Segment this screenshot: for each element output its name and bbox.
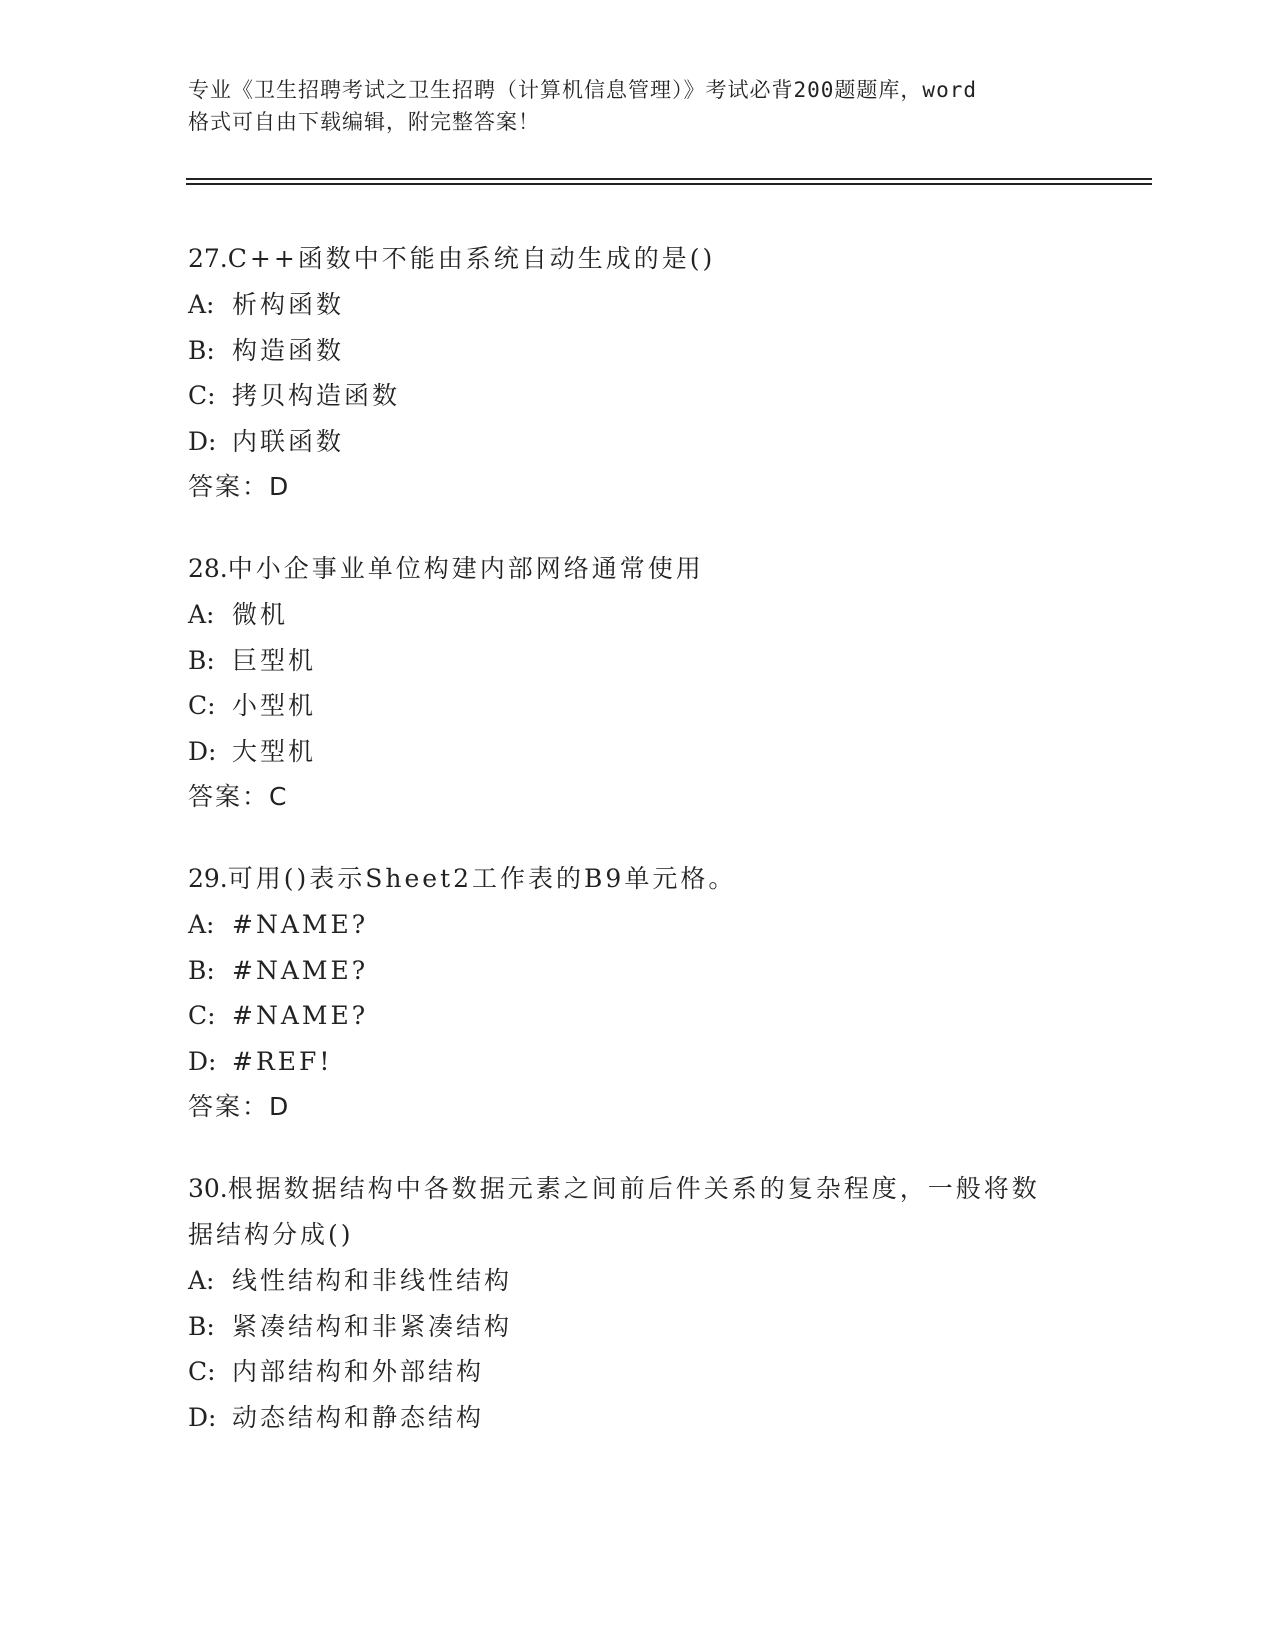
header-rule-top	[186, 178, 1152, 180]
option-text: 拷贝构造函数	[232, 381, 401, 410]
option-label: A:	[188, 910, 215, 939]
option-text: 内部结构和外部结构	[232, 1357, 485, 1386]
option-label: A:	[188, 290, 215, 319]
option-a	[188, 592, 1088, 638]
option-text: 紧凑结构和非紧凑结构	[232, 1311, 513, 1341]
question-stem	[188, 236, 1088, 282]
option-d	[188, 419, 1088, 465]
option-d	[188, 729, 1088, 775]
option-label: B:	[188, 955, 215, 985]
question-stem	[188, 546, 1088, 592]
question-text: 中小企事业单位构建内部网络通常使用	[227, 554, 704, 583]
option-d	[188, 1395, 1088, 1441]
question-28	[188, 546, 1088, 820]
question-stem	[188, 856, 1088, 902]
answer-label: 答案：	[188, 782, 270, 811]
option-label: B:	[188, 1311, 215, 1341]
option-text: #REF!	[232, 1046, 333, 1076]
header-rule-bottom	[186, 183, 1152, 185]
option-b	[188, 1304, 1088, 1350]
option-text: 内联函数	[232, 426, 345, 456]
answer-label: 答案：	[188, 1092, 270, 1121]
option-text: 大型机	[232, 736, 317, 766]
option-label: D:	[188, 736, 217, 766]
answer-label: 答案：	[188, 472, 270, 501]
option-b	[188, 948, 1088, 994]
option-text: 析构函数	[232, 290, 345, 319]
option-text: 巨型机	[232, 645, 317, 675]
option-c	[188, 373, 1088, 419]
question-number: 27.	[188, 244, 228, 273]
option-text: 微机	[232, 600, 289, 629]
answer-line	[188, 464, 1088, 510]
answer-value: C	[269, 782, 287, 811]
option-text: #NAME?	[232, 1001, 369, 1030]
question-list	[188, 236, 1088, 1476]
option-label: B:	[188, 645, 215, 675]
option-a	[188, 282, 1088, 328]
question-number: 30.	[188, 1174, 228, 1203]
answer-value: D	[269, 472, 289, 501]
question-text: C++函数中不能由系统自动生成的是()	[227, 244, 716, 273]
question-stem	[188, 1166, 1088, 1212]
answer-line	[188, 1084, 1088, 1130]
option-text: 线性结构和非线性结构	[232, 1266, 513, 1295]
answer-line	[188, 774, 1088, 820]
option-label: D:	[188, 1402, 217, 1432]
question-text: 根据数据结构中各数据元素之间前后件关系的复杂程度，一般将数	[227, 1174, 1040, 1203]
option-text: 小型机	[232, 691, 317, 720]
option-d	[188, 1039, 1088, 1085]
question-text: 可用()表示Sheet2工作表的B9单元格。	[227, 864, 737, 893]
question-stem-continued	[188, 1212, 1088, 1258]
option-label: C:	[188, 1357, 216, 1386]
question-27	[188, 236, 1088, 510]
option-a	[188, 1258, 1088, 1304]
question-30	[188, 1166, 1088, 1440]
option-a	[188, 902, 1088, 948]
option-text: 动态结构和静态结构	[232, 1402, 485, 1432]
header-line-1: 专业《卫生招聘考试之卫生招聘（计算机信息管理）》考试必背200题题库，word	[188, 78, 977, 102]
question-number: 28.	[188, 554, 228, 583]
option-text: #NAME?	[232, 910, 369, 939]
option-label: A:	[188, 1266, 215, 1295]
option-label: B:	[188, 335, 215, 365]
document-header	[188, 74, 1088, 138]
option-c	[188, 1349, 1088, 1395]
option-label: C:	[188, 381, 216, 410]
option-b	[188, 328, 1088, 374]
option-label: C:	[188, 1001, 216, 1030]
question-text: 据结构分成()	[188, 1220, 354, 1249]
option-c	[188, 683, 1088, 729]
answer-value: D	[269, 1092, 289, 1121]
option-label: D:	[188, 1046, 217, 1076]
option-label: C:	[188, 691, 216, 720]
option-b	[188, 638, 1088, 684]
option-text: 构造函数	[232, 335, 345, 365]
option-label: A:	[188, 600, 215, 629]
option-text: #NAME?	[232, 955, 369, 985]
question-number: 29.	[188, 864, 228, 893]
option-c	[188, 993, 1088, 1039]
question-29	[188, 856, 1088, 1130]
header-line-2: 格式可自由下载编辑，附完整答案！	[188, 110, 540, 134]
option-label: D:	[188, 426, 217, 456]
